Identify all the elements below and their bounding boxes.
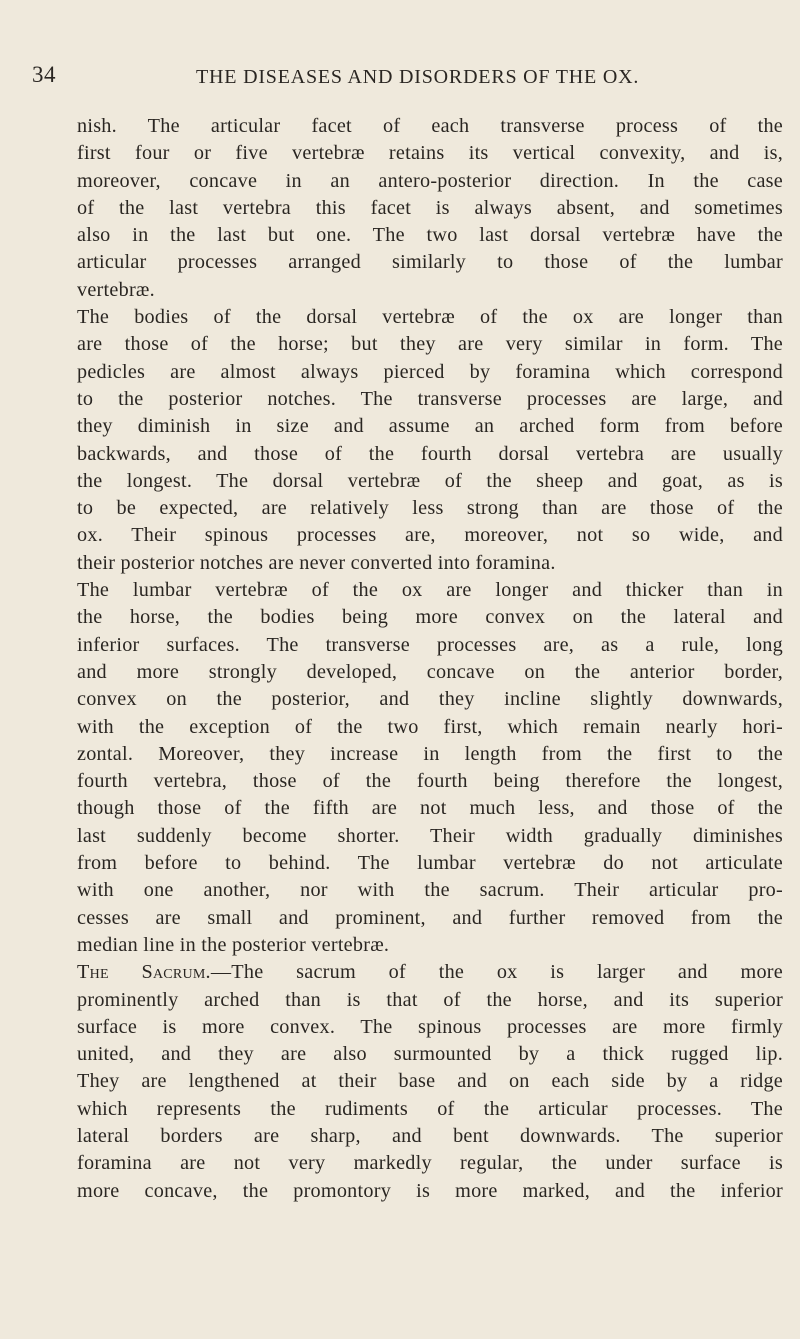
text-line: last suddenly become shorter. Their width gradually diminishes <box>77 824 783 847</box>
text-line: first four or five vertebræ retains its vertical convexity, and is, <box>77 142 783 165</box>
text-line: moreover, concave in an antero-posterior direction. In the case <box>77 169 783 192</box>
text-line: fourth vertebra, those of the fourth being therefore the longest, <box>77 770 783 793</box>
text-line: the horse, the bodies being more convex on the lateral and <box>77 606 783 629</box>
text-line: though those of the fifth are not much less, and those of the <box>77 797 783 820</box>
text-line: to the posterior notches. The transverse processes are large, and <box>77 387 783 410</box>
text-line: with one another, nor with the sacrum. Their articular pro- <box>77 879 783 902</box>
text-line: articular processes arranged similarly to those of the lumbar <box>77 251 783 274</box>
running-title: THE DISEASES AND DISORDERS OF THE OX. <box>196 66 640 88</box>
text-line: the longest. The dorsal vertebræ of the sheep and goat, as is <box>77 469 783 492</box>
text-line: their posterior notches are never converted into foramina. <box>77 551 556 574</box>
text-line: foramina are not very markedly regular, the under surface is <box>77 1152 783 1175</box>
text-line: zontal. Moreover, they increase in length from the first to the <box>77 742 783 765</box>
text-line: pedicles are almost always pierced by foramina which correspond <box>77 360 783 383</box>
text-line: surface is more convex. The spinous processes are more firmly <box>77 1015 783 1038</box>
text-line: lateral borders are sharp, and bent downwards. The superior <box>77 1124 783 1147</box>
running-head <box>0 62 800 92</box>
text-line: united, and they are also surmounted by a thick rugged lip. <box>77 1043 783 1066</box>
text-line: also in the last but one. The two last dorsal vertebræ have the <box>77 224 783 247</box>
section-heading: The Sacrum. <box>77 961 211 984</box>
text-line: backwards, and those of the fourth dorsal vertebra are usually <box>77 442 783 465</box>
text-line: median line in the posterior vertebræ. <box>77 933 390 956</box>
text-line: The lumbar vertebræ of the ox are longer and thicker than in <box>77 579 783 602</box>
text-line: nish. The articular facet of each transverse process of the <box>77 115 783 137</box>
text-line: The bodies of the dorsal vertebræ of the ox are longer than <box>77 306 783 329</box>
text-line: prominently arched than is that of the horse, and its superior <box>77 988 783 1011</box>
text-line: ox. Their spinous processes are, moreover, not so wide, and <box>77 524 783 547</box>
page-number: 34 <box>32 62 56 87</box>
text-line: inferior surfaces. The transverse processes are, as a rule, long <box>77 633 783 656</box>
text-line: with the exception of the two first, which remain nearly hori- <box>77 715 783 738</box>
text-line: and more strongly developed, concave on the anterior border, <box>77 660 783 683</box>
text-line: cesses are small and prominent, and further removed from the <box>77 906 783 929</box>
text-line: convex on the posterior, and they incline slightly downwards, <box>77 688 783 711</box>
section-heading-text: —The sacrum of the ox is larger and more <box>210 961 783 984</box>
text-line: which represents the rudiments of the articular processes. The <box>77 1097 783 1120</box>
text-line: are those of the horse; but they are very similar in form. The <box>77 333 783 356</box>
text-line: they diminish in size and assume an arched form from before <box>77 415 783 438</box>
text-line: vertebræ. <box>77 278 155 301</box>
text-line: of the last vertebra this facet is always absent, and sometimes <box>77 196 783 219</box>
text-line-section-start <box>77 959 783 986</box>
text-line: from before to behind. The lumbar vertebræ do not articulate <box>77 852 783 875</box>
text-line: to be expected, are relatively less strong than are those of the <box>77 497 783 520</box>
body-text <box>77 113 783 1205</box>
text-line: They are lengthened at their base and on each side by a ridge <box>77 1070 783 1093</box>
text-line: more concave, the promontory is more marked, and the inferior <box>77 1179 783 1202</box>
